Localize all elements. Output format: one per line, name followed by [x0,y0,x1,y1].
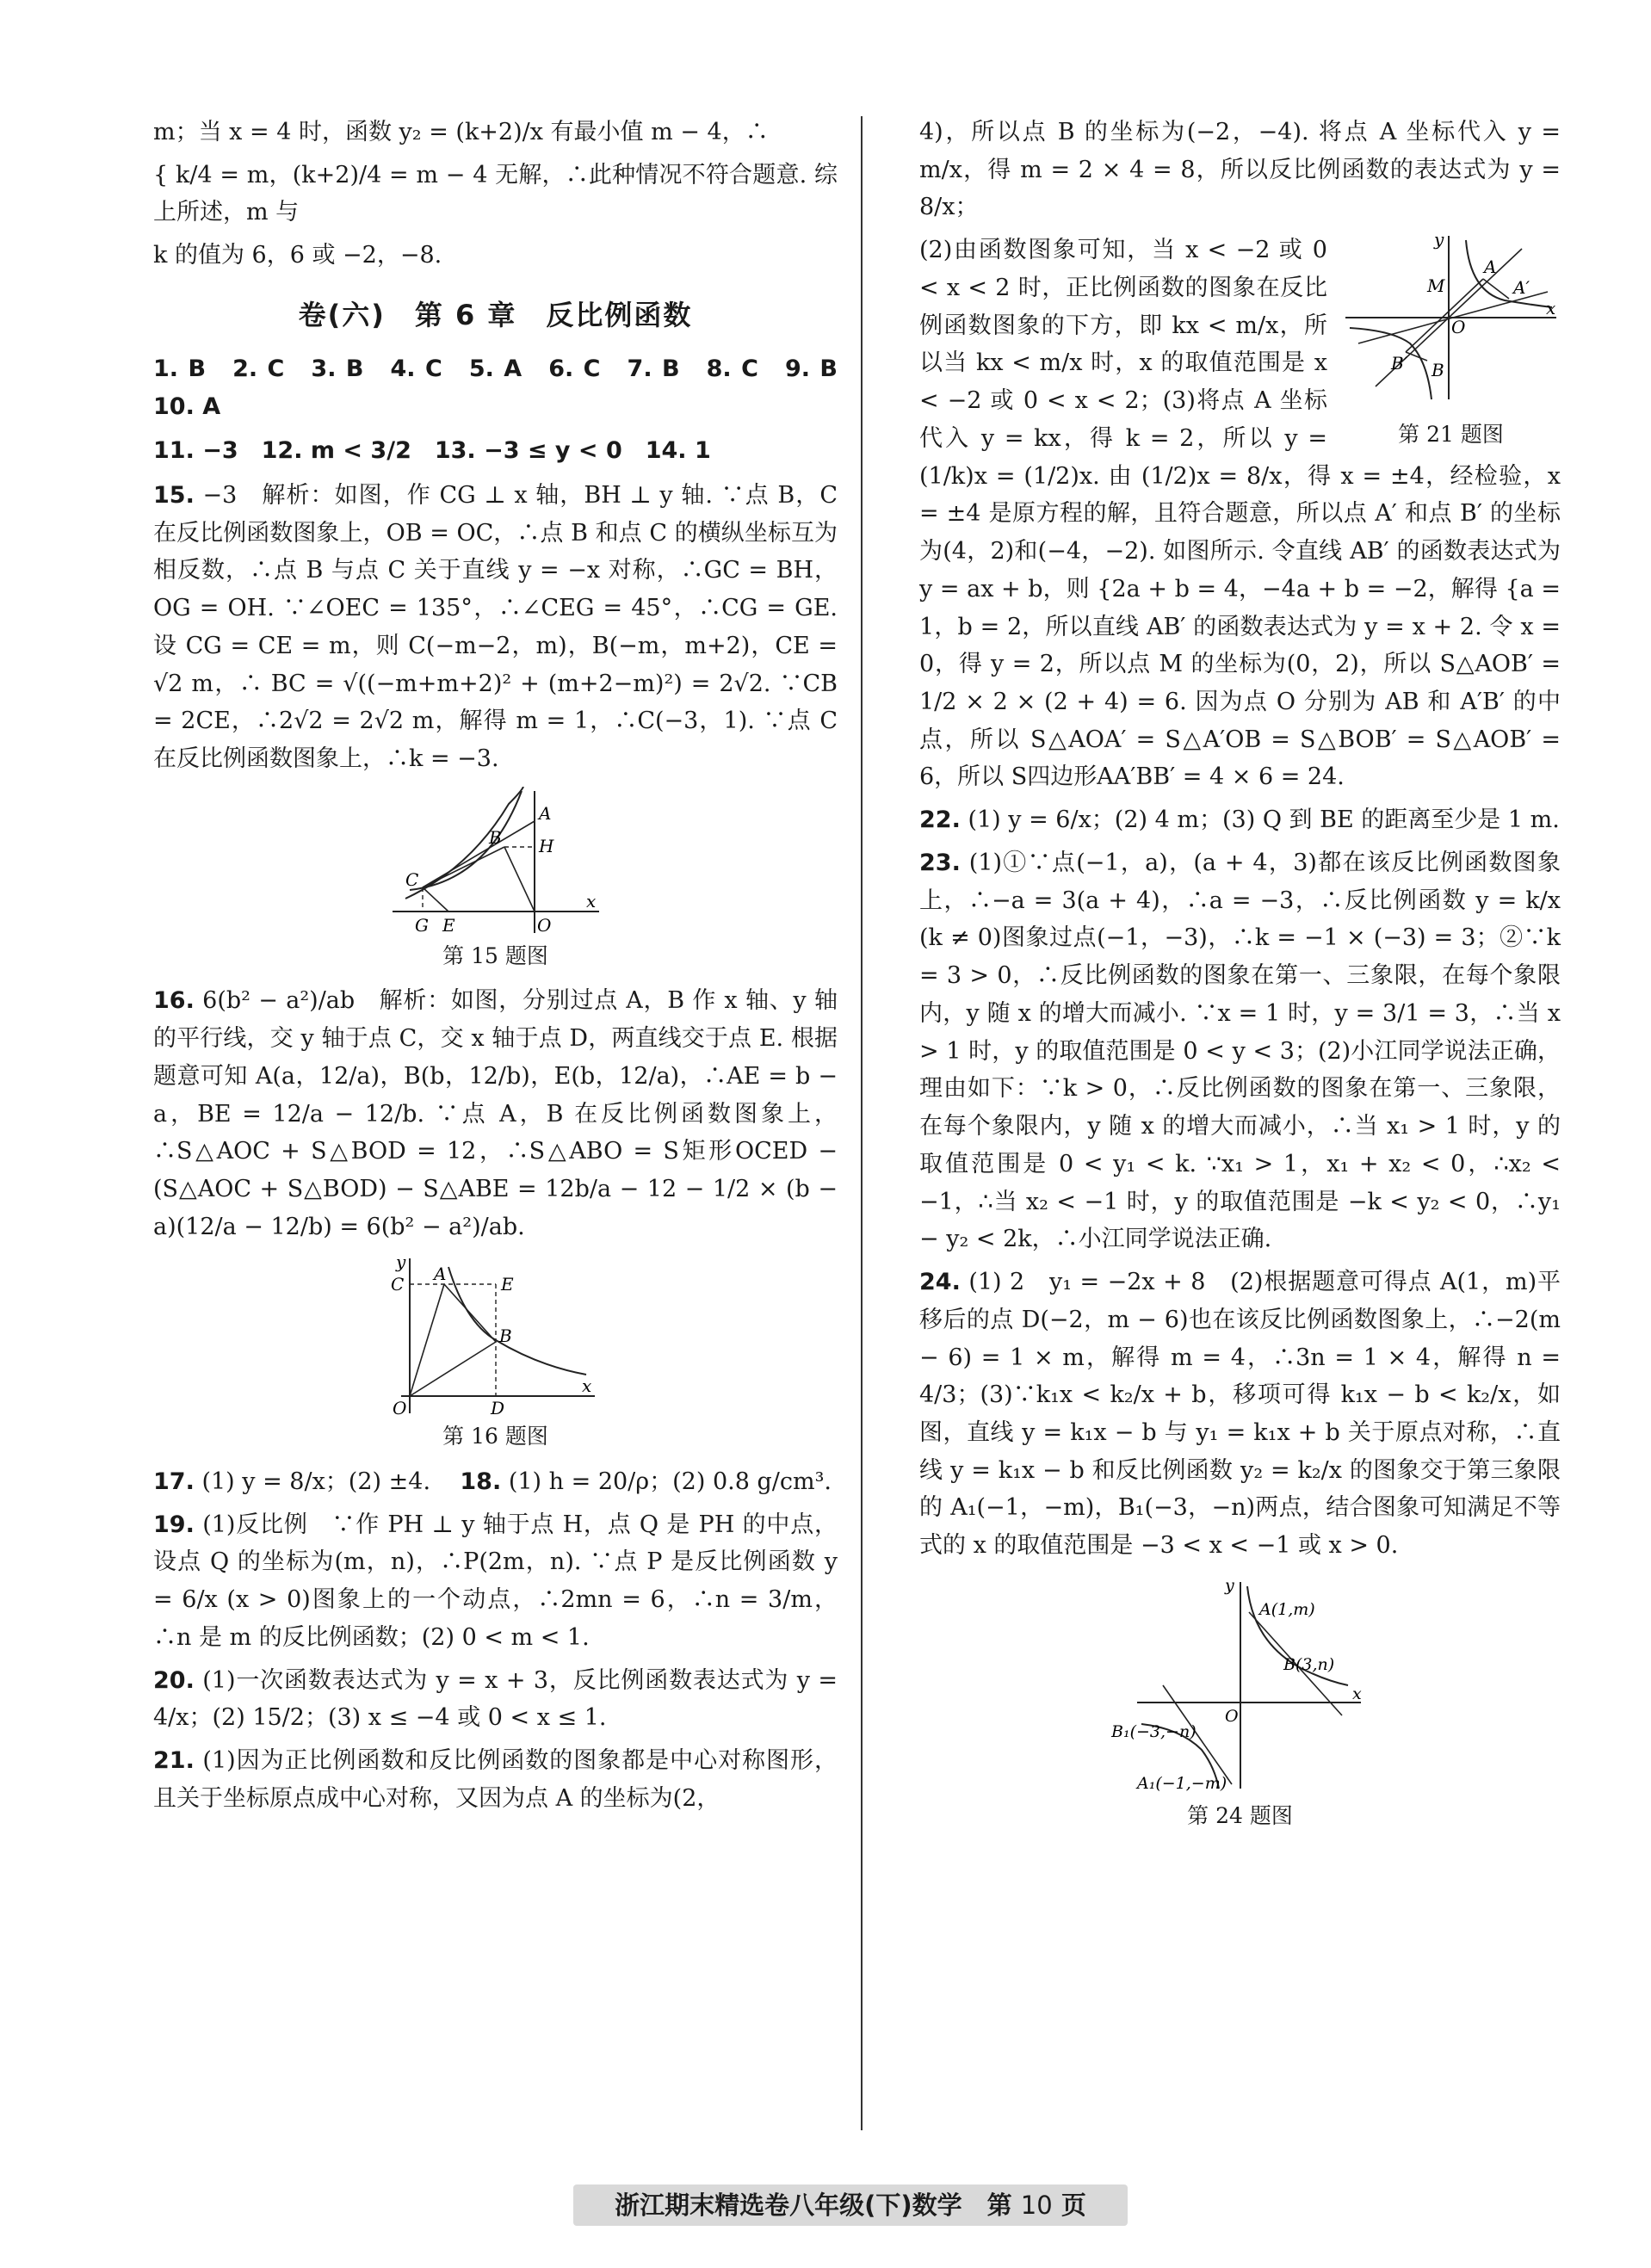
question-16-text: 6(b² − a²)/ab 解析：如图，分别过点 A，B 作 x 轴、y 轴的平行线，交 y 轴于点 C，交 x 轴于点 D，两直线交于点 E. 根据题意可知 A(a，12/a)，B(b，12/b)，E(b，12/a)，∴AE = b − a，BE = 12/a − 12/b. ∵点 A，B 在反比例函数图象上，∴S△AOC + S△BOD = 12，∴S△ABO = S矩形OCED − (S△AOC + S△BOD) − S△ABE = 12b/a − 12 − 1/2 × (b − a)(12/a − 12/b) = 6(b² − a²)/ab. [153,987,838,1240]
fig21-label-B: B [1431,360,1444,381]
figure-21-graph [1341,232,1561,404]
fig15-label-A: A [538,802,551,824]
figure-24-caption: 第 24 题图 [1187,1802,1293,1828]
short-answers [153,350,861,470]
page-footer [573,2185,1128,2226]
fig16-label-D: D [490,1398,504,1418]
question-21-text-start: (1)因为正比例函数和反比例函数的图象都是中心对称图形，且关于坐标原点成中心对称，又因为点 A 的坐标为(2， [153,1747,838,1812]
answers-row-1: 1. B 2. C 3. B 4. C 5. A 6. C 7. B 8. C 9. B 10. A [153,355,861,420]
fig15-label-B: B [488,826,502,848]
question-22 [919,801,1561,839]
question-18-number: 18. [460,1468,502,1495]
question-24-number: 24. [919,1269,961,1296]
section-title: 卷(六) 第 6 章 反比例函数 [298,298,693,331]
intro-line-3: k 的值为 6，6 或 −2，−8. [153,242,442,269]
question-20 [153,1662,838,1737]
fig15-label-H: H [538,835,553,856]
fig15-label-C: C [405,868,418,890]
question-19-text: (1)反比例 ∵作 PH ⊥ y 轴于点 H，点 Q 是 PH 的中点，设点 Q 的坐标为(m，n)，∴P(2m，n). ∵点 P 是反比例函数 y = 6/x (x > 0)图象上的一个动点，∴2mn = 6，∴n = 3/m，∴n 是 m 的反比例函数；(2) 0 < m < 1. [153,1511,838,1651]
question-23-number: 23. [919,849,961,876]
question-24 [919,1264,1561,1565]
question-19-number: 19. [153,1511,195,1538]
intro-line-2: { k/4 = m，(k+2)/4 = m − 4 无解，∴此种情况不符合题意. 综上所述，m 与 [153,161,838,226]
fig24-label-B1: B₁(−3,−n) [1110,1721,1197,1741]
question-21-continued-a: 4)，所以点 B 的坐标为(−2，−4). 将点 A 坐标代入 y = m/x，得 m = 2 × 4 = 8，所以反比例函数的表达式为 y = 8/x； [919,119,1561,221]
question-23-text: (1)①∵点(−1，a)，(a + 4，3)都在该反比例函数图象上，∴−a = 3(a + 4)，∴a = −3，∴反比例函数 y = k/x (k ≠ 0)图象过点(−1，−3)，∴k = −1 × (−3) = 3；②∵k = 3 > 0，∴反比例函数的图象在第一、三象限，在每个象限内，y 随 x 的增大而减小. ∵x = 1 时，y = 3/1 = 3，∴当 x > 1 时，y 的取值范围是 0 < y < 3；(2)小江同学说法正确，理由如下：∵k > 0，∴反比例函数的图象在第一、三象限，在每个象限内，y 随 x 的增大而减小，∴当 x₁ > 1 时，y 的取值范围是 0 < y₁ < k. ∵x₁ > 1，x₁ + x₂ < 0，∴x₂ < −1，∴当 x₂ < −1 时，y 的取值范围是 −k < y₂ < 0，∴y₁ − y₂ < 2k，∴小江同学说法正确. [919,849,1561,1253]
footer-page-number: 10 [1020,2191,1053,2220]
fig15-label-G: G [414,914,429,936]
fig24-label-y: y [1224,1575,1234,1595]
question-21-continued-b: (2)由函数图象可知，当 x < −2 或 0 < x < 2 时，正比例函数的图象在反比例函数图象的下方，即 kx < m/x，所以当 kx < m/x 时，x 的取值范围是 x < −2 或 0 < x < 2；(3)将点 A 坐标代入 y = kx，得 k = 2，所以 y = (1/k)x = (1/2)x. 由 (1/2)x = 8/x，得 x = ±4，经检验，x = ±4 是原方程的解，且符合题意，所以点 A′ 和点 B′ 的坐标为(4，2)和(−4，−2). 如图所示. 令直线 AB′ 的函数表达式为 y = ax + b，则 {2a + b = 4，−4a + b = −2，解得 {a = 1，b = 2，所以直线 AB′ 的函数表达式为 y = x + 2. 令 x = 0，得 y = 2，所以点 M 的坐标为(0，2)，所以 S△AOB′ = 1/2 × 2 × (2 + 4) = 6. 因为点 O 分别为 AB 和 A′B′ 的中点，所以 S△AOA′ = S△A′OB = S△BOB′ = S△AOB′ = 6，所以 S四边形AA′BB′ = 4 × 6 = 24. [919,237,1561,791]
question-22-text: (1) y = 6/x；(2) 4 m；(3) Q 到 BE 的距离至少是 1 m. [968,806,1560,834]
figure-15 [153,787,838,974]
question-16-number: 16. [153,987,195,1015]
figure-24-graph [1111,1573,1370,1797]
fig15-label-x: x [585,890,596,912]
fig24-label-A: A(1,m) [1258,1599,1315,1619]
figure-24 [919,1573,1561,1834]
fig21-label-x: x [1546,298,1556,319]
figure-21 [1341,232,1561,452]
question-21-number: 21. [153,1747,195,1775]
fig24-label-B: B(3,n) [1283,1654,1334,1674]
question-20-text: (1)一次函数表达式为 y = x + 3，反比例函数表达式为 y = 4/x；(2) 15/2；(3) x ≤ −4 或 0 < x ≤ 1. [153,1666,838,1732]
figure-16-graph [384,1254,608,1418]
question-15-text: −3 解析：如图，作 CG ⊥ x 轴，BH ⊥ y 轴. ∵点 B，C 在反比例函数图象上，OB = OC，∴点 B 和点 C 的横纵坐标互为相反数，∴点 B 与点 C 关于直线 y = −x 对称，∴GC = BH，OG = OH. ∵∠OEC = 135°，∴∠CEG = 45°，∴CG = GE. 设 CG = CE = m，则 C(−m−2，m)，B(−m，m+2)，CE = √2 m，∴ BC = √((−m+m+2)² + (m+2−m)²) = 2√2. ∵CB = 2CE，∴2√2 = 2√2 m，解得 m = 1，∴C(−3，1). ∵点 C 在反比例函数图象上，∴k = −3. [153,481,838,773]
fig15-label-O: O [536,914,551,936]
figure-15-graph [384,787,608,937]
question-19 [153,1506,838,1657]
footer-suffix: 页 [1060,2191,1086,2220]
footer-title: 浙江期末精选卷八年级(下)数学 第 [615,2191,1012,2220]
fig24-label-A1: A₁(−1,−m) [1136,1773,1227,1793]
question-18-text: (1) h = 20/ρ；(2) 0.8 g/cm³. [508,1468,832,1495]
right-column [919,114,1561,1842]
fig21-label-O: O [1451,317,1466,338]
fig21-label-A: A [1484,256,1497,278]
figure-21-caption: 第 21 题图 [1398,421,1504,447]
question-23 [919,844,1561,1258]
fig21-label-B-prime: B′ [1391,353,1408,374]
fig16-label-O: O [392,1398,406,1418]
question-17-number: 17. [153,1468,195,1495]
left-column [153,114,861,1823]
question-24-text: (1) 2 y₁ = −2x + 8 (2)根据题意可得点 A(1，m)平移后的点 D(−2，m − 6)也在该反比例函数图象上，∴−2(m − 6) = 1 × m，解得 m = 4，∴3n = 1 × 4，解得 n = 4/3；(3)∵k₁x < k₂/x + b，移项可得 k₁x − b < k₂/x，如图，直线 y = k₁x − b 与 y₁ = k₁x + b 关于原点对称，∴直线 y = k₁x − b 和反比例函数 y₂ = k₂/x 的图象交于第三象限的 A₁(−1，−m)，B₁(−3，−n)两点，结合图象可知满足不等式的 x 的取值范围是 −3 < x < −1 或 x > 0. [919,1269,1561,1560]
fig16-label-B: B [498,1326,512,1347]
figure-16-caption: 第 16 题图 [442,1424,548,1449]
fig16-label-C: C [390,1274,404,1295]
fig24-label-O: O [1224,1706,1239,1726]
question-20-number: 20. [153,1666,195,1694]
question-16 [153,982,838,1245]
question-15-number: 15. [153,481,195,509]
fig16-label-E: E [500,1274,514,1295]
question-21-start [153,1742,838,1817]
answers-row-2: 11. −3 12. m < 3/2 13. −3 ≤ y < 0 14. 1 [153,437,711,465]
intro-line-1: m；当 x = 4 时，函数 y₂ = (k+2)/x 有最小值 m − 4，∴ [153,119,769,145]
fig21-label-y: y [1434,232,1444,250]
question-15 [153,477,838,778]
figure-16 [153,1254,838,1455]
fig21-label-A-prime: A′ [1513,277,1530,299]
figure-15-caption: 第 15 题图 [442,942,548,968]
fig16-label-x: x [581,1375,591,1397]
fig16-label-y: y [395,1254,405,1273]
fig15-label-E: E [442,914,455,936]
fig24-label-x: x [1351,1684,1362,1703]
column-divider [861,116,863,2130]
question-17-18 [153,1463,838,1501]
fig16-label-A: A [433,1264,446,1285]
question-17-text: (1) y = 8/x；(2) ±4. [201,1468,431,1495]
fig21-label-M: M [1427,275,1445,297]
question-22-number: 22. [919,806,961,834]
